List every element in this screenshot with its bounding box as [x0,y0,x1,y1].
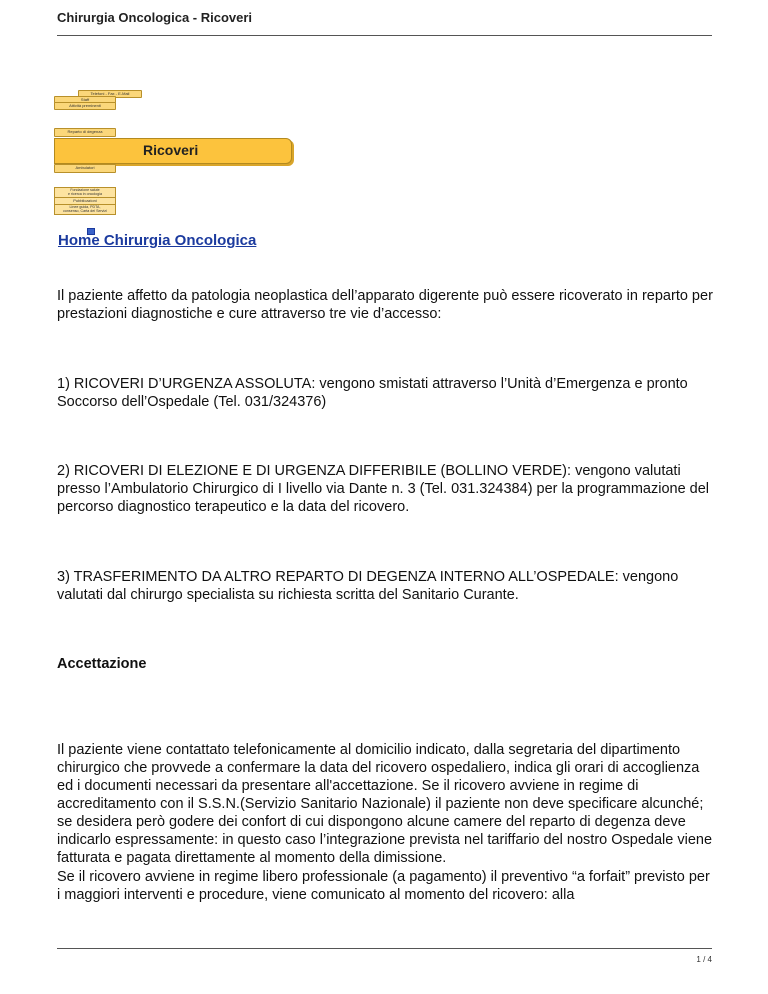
nav-tab-staff[interactable]: Staff [54,96,116,103]
intro-paragraph: Il paziente affetto da patologia neoplastica dell’apparato digerente può essere ricoverato in reparto per prestazioni diagnostiche e cure attraverso tre vie d’accesso: [57,288,713,322]
home-chirurgia-link[interactable]: Home Chirurgia Oncologica [58,232,257,249]
access-route-2: 2) RICOVERI DI ELEZIONE E DI URGENZA DIFFERIBILE (BOLLINO VERDE): vengono valutati presso l’Ambulatorio Chirurgico di I livello via Dante n. 3 (Tel. 031.324384) per la programmazione del percorso diagnostico terapeutico e la data del ricovero. [57,463,710,515]
nav-foundation-line2: e ricerca in oncologia [68,192,102,196]
acceptance-paragraph: Il paziente viene contattato telefonicamente al domicilio indicato, dalla segretaria del dipartimento chirurgico che provvede a confermare la data del ricovero ospedaliero, indica gli orari di accoglienza ed i documenti necessari da presentare all'accettazione. Se il ricovero avviene in regime di accreditamento con il S.S.N.(Servizio Sanitario Nazionale) il paziente non deve specificare alcunché; se desidera però godere dei confort di cui dispongono alcune camere del reparto di degenza deve indicarlo espressamente: in questo caso l’integrazione prevista nel tariffario del nostro Ospedale viene fatturata e pagata direttamente al momento della dimissione. [57,742,713,866]
access-route-3: 3) TRASFERIMENTO DA ALTRO REPARTO DI DEGENZA INTERNO ALL’OSPEDALE: vengono valutati dal chirurgo specialista su richiesta scritta del Sanitario Curante. [57,569,679,603]
document-header-title: Chirurgia Oncologica - Ricoveri [57,10,253,25]
nav-foundation-line1: Fondazione salute [70,188,100,192]
footer-rule [57,948,712,949]
private-regime-paragraph: Se il ricovero avviene in regime libero professionale (a pagamento) il preventivo “a forfait” previsto per i maggiori interventi e procedure, viene comunicato al momento del ricovero: alla [57,869,710,903]
nav-tab-contacts[interactable]: Telefoni - Fax - E-Mail [78,90,142,98]
nav-guidelines-line2: consenso, Carta dei Servizi [63,209,107,213]
section-heading-accettazione: Accettazione [57,656,147,672]
page-number: 1 / 4 [696,955,712,964]
header-rule [57,35,712,36]
access-route-1: 1) RICOVERI D’URGENZA ASSOLUTA: vengono smistati attraverso l’Unità d’Emergenza e pronto Soccorso dell’Ospedale (Tel. 031/324376) [57,376,688,410]
nav-tab-publications[interactable]: Pubblicazioni [54,197,116,205]
nav-tab-ward[interactable]: Reparto di degenza [54,128,116,137]
nav-tab-activities[interactable]: Attività preminenti [54,102,116,110]
nav-tab-active-ricoveri [54,138,292,164]
nav-guidelines-line1: Linee guida, PDTA, [69,205,101,209]
nav-active-label: Ricoveri [143,142,199,158]
nav-tab-guidelines[interactable] [54,204,116,215]
nav-tab-clinics[interactable]: Ambulatori [54,164,116,173]
